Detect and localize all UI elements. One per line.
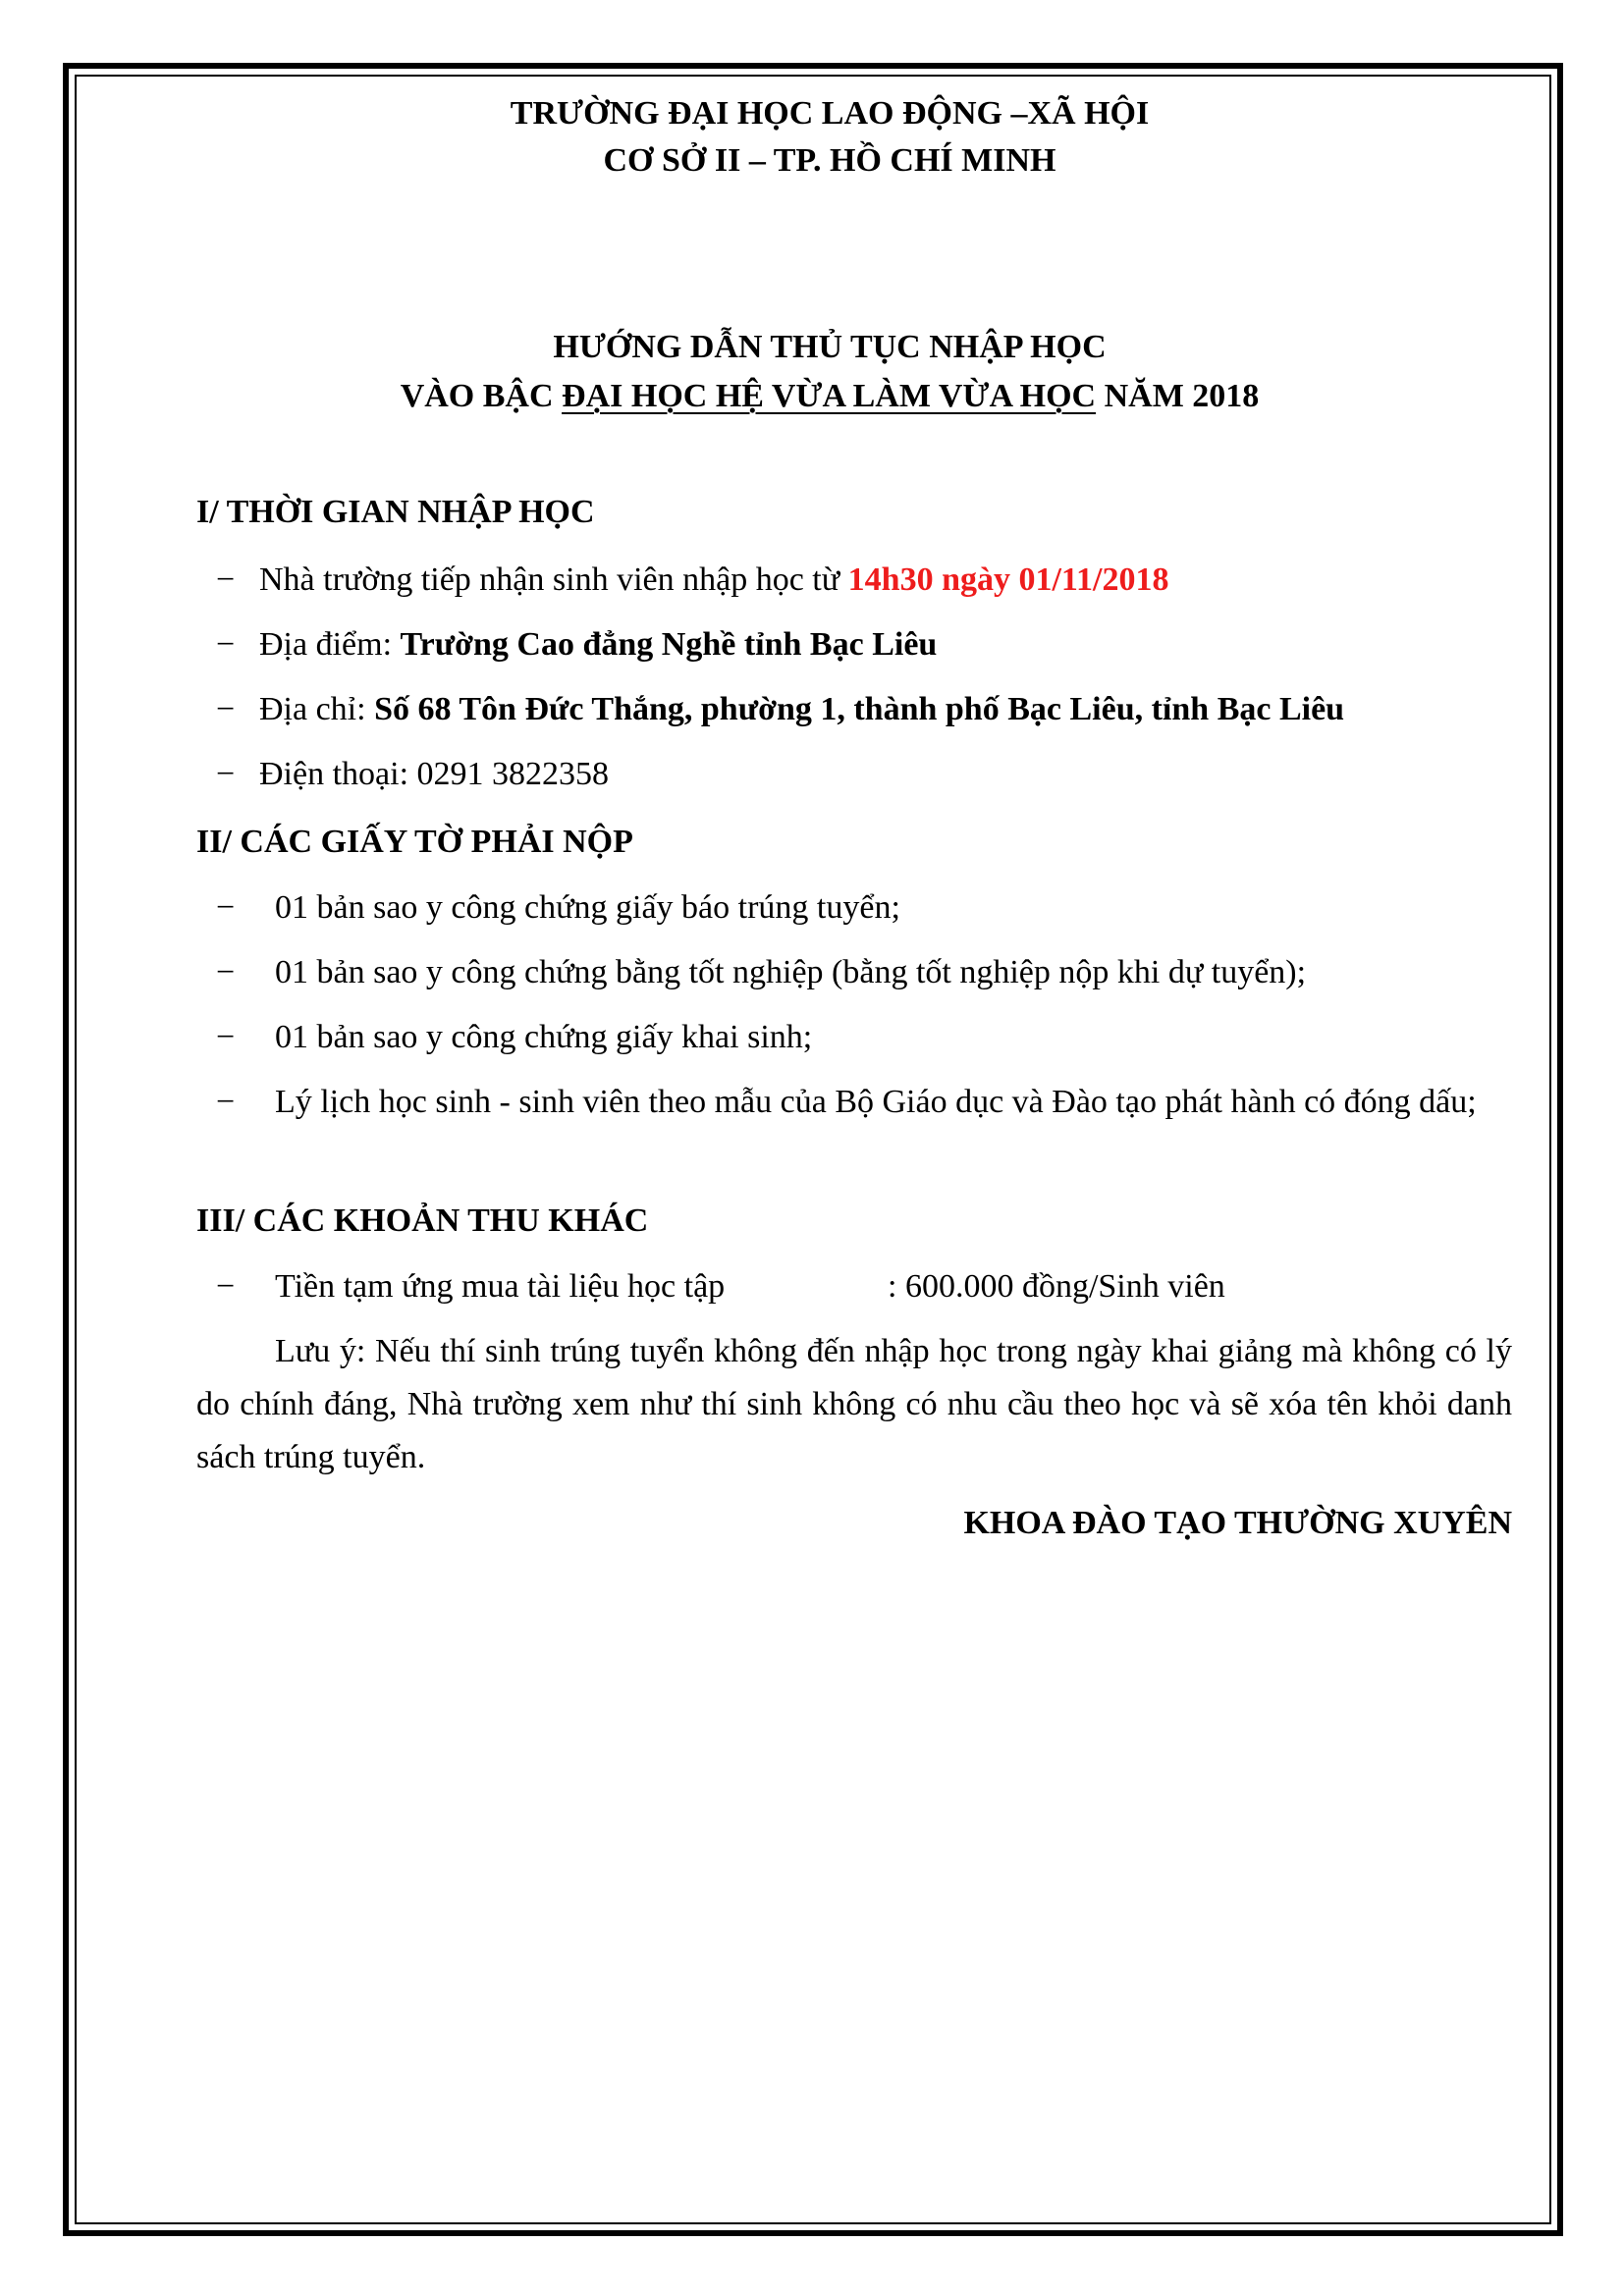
dash-bullet: − [216,561,236,598]
campus-name: CƠ SỞ II – TP. HỒ CHÍ MINH [603,142,1056,179]
dash-bullet: − [216,954,236,990]
note-paragraph: Lưu ý: Nếu thí sinh trúng tuyển không đến nhập học trong ngày khai giảng mà không có lý do chính đáng, Nhà trường xem như thí sinh không có nhu cầu theo học và sẽ xóa tên khỏi danh sách trúng tuyển. [196,1333,1512,1475]
dash-bullet: − [216,756,236,792]
title-suffix: NĂM 2018 [1096,378,1260,414]
dash-bullet: − [216,1268,236,1305]
list-item-text: 01 bản sao y công chứng bằng tốt nghiệp (bằng tốt nghiệp nộp khi dự tuyển); [275,954,1307,990]
title-underlined: ĐẠI HỌC HỆ VỪA LÀM VỪA HỌC [562,378,1097,414]
section-heading-time: I/ THỜI GIAN NHẬP HỌC [196,494,595,530]
section-heading-fees: III/ CÁC KHOẢN THU KHÁC [196,1202,649,1239]
dash-bullet: − [216,889,236,926]
document-title-line1: HƯỚNG DẪN THỦ TỤC NHẬP HỌC [553,329,1107,365]
fee-value: : 600.000 đồng/Sinh viên [888,1268,1225,1305]
list-item-text [259,685,1344,734]
list-item-text [259,556,1169,605]
title-prefix: VÀO BẬC [400,378,563,414]
signature-department: KHOA ĐÀO TẠO THƯỜNG XUYÊN [963,1505,1512,1541]
item-label: Nhà trường tiếp nhận sinh viên nhập học từ [259,561,848,598]
dash-bullet: − [216,1084,236,1120]
item-label: Địa điểm: [259,626,401,663]
dash-bullet: − [216,626,236,663]
section-heading-documents: II/ CÁC GIẤY TỜ PHẢI NỘP [196,824,633,860]
address: Số 68 Tôn Đức Thắng, phường 1, thành phố Bạc Liêu, tỉnh Bạc Liêu [374,691,1345,727]
list-item-text [259,620,937,669]
list-item-text: 01 bản sao y công chứng giấy báo trúng tuyển; [275,889,900,926]
venue: Trường Cao đẳng Nghề tỉnh Bạc Liêu [400,626,938,663]
document-title-line2 [196,373,1463,420]
item-label: Địa chỉ: [259,691,375,727]
list-item-text: Lý lịch học sinh - sinh viên theo mẫu của Bộ Giáo dục và Đào tạo phát hành có đóng dấu; [275,1084,1477,1120]
list-item-text: 01 bản sao y công chứng giấy khai sinh; [275,1019,813,1055]
dash-bullet: − [216,1019,236,1055]
item-label: Điện thoại: [259,756,417,792]
list-item-text [259,750,609,799]
enrollment-time: 14h30 ngày 01/11/2018 [847,561,1169,598]
phone-number: 0291 3822358 [416,756,610,792]
fee-label: Tiền tạm ứng mua tài liệu học tập [275,1268,726,1305]
school-name: TRƯỜNG ĐẠI HỌC LAO ĐỘNG –XÃ HỘI [510,95,1150,132]
dash-bullet: − [216,691,236,727]
